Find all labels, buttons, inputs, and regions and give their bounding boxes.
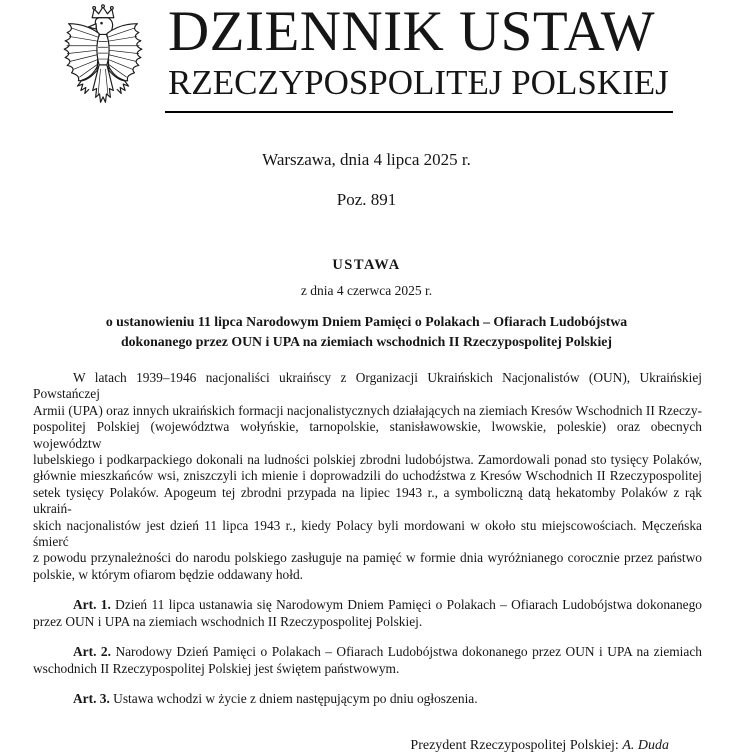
signature-line — [0, 738, 733, 754]
preamble-line: lubelskiego i podkarpackiego dokonali na ludności polskiej zbrodni ludobójstwa. Zamordowali ponad sto tysięcy Polaków, — [33, 452, 702, 468]
article-3 — [33, 691, 702, 707]
article-3-label: Art. 3. — [73, 690, 110, 706]
preamble-line: głównie mieszkańców wsi, zniszczyli ich mienie i doprowadzili do uchodźstwa z Kresów Wschodnich II Rzeczypospolitej — [33, 468, 702, 484]
signature-name: A. Duda — [622, 738, 669, 754]
signature-role: Prezydent Rzeczypospolitej Polskiej: — [410, 738, 619, 754]
masthead — [0, 0, 733, 122]
act-body — [33, 370, 702, 707]
act-title-line-2: dokonanego przez OUN i UPA na ziemiach wschodnich II Rzeczypospolitej Polskiej — [120, 334, 613, 349]
article-2-text: Narodowy Dzień Pamięci o Polakach – Ofiarach Ludobójstwa dokonanego przez OUN i UPA na ziemiach wschodnich II Rzeczypospolitej Polskiej jest świętem państwowym. — [33, 644, 702, 676]
preamble-line: z powodu przynależności do narodu polskiego zasługuje na pamięć w formie dnia wyróżnianego corocznie przez państwo — [33, 550, 702, 566]
act-title-line-1: o ustanowieniu 11 lipca Narodowym Dniem Pamięci o Polakach – Ofiarach Ludobójstwa — [105, 314, 628, 329]
article-1-text: Dzień 11 lipca ustanawia się Narodowym Dniem Pamięci o Polakach – Ofiarach Ludobójstwa dokonanego przez OUN i UPA na ziemiach wschodnich II Rzeczypospolitej Polskiej. — [33, 597, 703, 629]
preamble-line: skich nacjonalistów jest dzień 11 lipca 1943 r., kiedy Polacy byli mordowani w około stu miejscowościach. Męczeńska śmierć — [33, 517, 702, 550]
act-date-line: z dnia 4 czerwca 2025 r. — [300, 283, 433, 298]
masthead-divider — [165, 111, 673, 113]
preamble-line: Armii (UPA) oraz innych ukraińskich formacji nacjonalistycznych działających na ziemiach Kresów Wschodnich II Rzeczy- — [33, 402, 702, 418]
journal-subtitle: RZECZYPOSPOLITEJ POLSKIEJ — [168, 63, 669, 102]
article-2 — [33, 644, 702, 677]
position-number: Poz. 891 — [336, 190, 397, 209]
polish-eagle-emblem-icon — [55, 4, 151, 118]
preamble-line: W latach 1939–1946 nacjonaliści ukraińscy z Organizacji Ukraińskich Nacjonalistów (OUN), Ukraińskiej Powstańczej — [33, 370, 702, 402]
preamble-paragraph — [33, 370, 702, 583]
article-3-text: Ustawa wchodzi w życie z dniem następującym po dniu ogłoszenia. — [113, 690, 478, 706]
preamble-line: setek tysięcy Polaków. Apogeum tej zbrodni przypada na lipiec 1943 r., a symboliczną datą hekatomby Polaków z rąk ukraiń- — [33, 484, 702, 517]
preamble-line: polskie, w którym ofiarom będzie oddawany hołd. — [33, 566, 303, 582]
act-type-heading: USTAWA — [332, 257, 401, 273]
place-date-line: Warszawa, dnia 4 lipca 2025 r. — [262, 150, 471, 169]
journal-title: DZIENNIK USTAW — [168, 0, 656, 63]
article-2-label: Art. 2. — [73, 644, 111, 660]
masthead-titles — [168, 0, 733, 102]
preamble-line: pospolitej Polskiej (województwa wołyńskie, tarnopolskie, stanisławowskie, lwowskie, poleskie) oraz obecnych województw — [33, 419, 702, 451]
act-title — [0, 312, 733, 352]
article-1 — [33, 597, 702, 630]
article-1-label: Art. 1. — [73, 597, 111, 613]
